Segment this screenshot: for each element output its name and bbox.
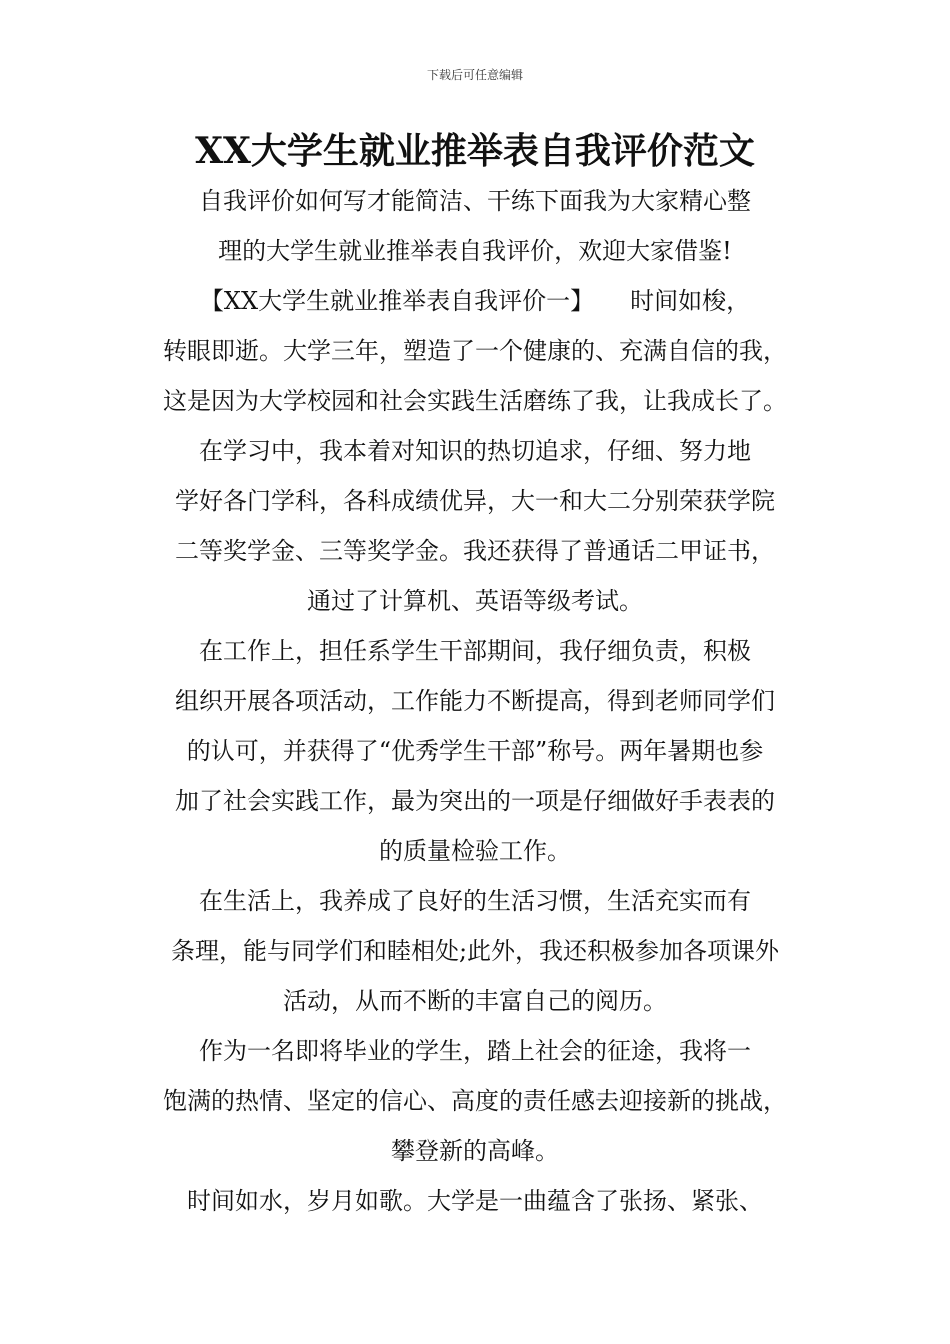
body-line: 饱满的热情、坚定的信心、高度的责任感去迎接新的挑战， (163, 1087, 787, 1115)
body-line: 条理，能与同学们和睦相处;此外，我还积极参加各项课外 (170, 937, 780, 965)
body-line: 时间如水，岁月如歌。大学是一曲蕴含了张扬、紧张、 (187, 1187, 763, 1215)
body-line: 自我评价如何写才能简洁、干练下面我为大家精心整 (199, 187, 751, 215)
header-note: 下载后可任意编辑 (426, 68, 523, 82)
body-line: 【XX大学生就业推举表自我评价一】 时间如梭， (199, 287, 751, 315)
body-line: 理的大学生就业推举表自我评价，欢迎大家借鉴! (218, 237, 732, 265)
body-line: 组织开展各项活动，工作能力不断提高，得到老师同学们 (175, 687, 775, 715)
body-line: 加了社会实践工作，最为突出的一项是仔细做好手表表的 (175, 787, 775, 815)
body-line: 在生活上，我养成了良好的生活习惯，生活充实而有 (199, 887, 751, 915)
body-line: 学好各门学科，各科成绩优异，大一和大二分别荣获学院 (175, 487, 775, 515)
body-line: 这是因为大学校园和社会实践生活磨练了我，让我成长了。 (163, 387, 787, 415)
body-line: 二等奖学金、三等奖学金。我还获得了普通话二甲证书， (175, 537, 775, 565)
body-line: 作为一名即将毕业的学生，踏上社会的征途，我将一 (199, 1037, 751, 1065)
body-line: 的质量检验工作。 (379, 837, 571, 865)
document-title: XX大学生就业推举表自我评价范文 (195, 130, 755, 172)
body-line: 攀登新的高峰。 (391, 1137, 559, 1165)
body-line: 通过了计算机、英语等级考试。 (307, 587, 643, 615)
body-line: 在学习中，我本着对知识的热切追求，仔细、努力地 (199, 437, 751, 465)
body-line: 转眼即逝。大学三年，塑造了一个健康的、充满自信的我， (163, 337, 787, 365)
body-line: 在工作上，担任系学生干部期间，我仔细负责，积极 (199, 637, 751, 665)
body-line: 活动，从而不断的丰富自己的阅历。 (283, 987, 667, 1015)
body-line: 的认可，并获得了“优秀学生干部”称号。两年暑期也参 (186, 737, 764, 765)
